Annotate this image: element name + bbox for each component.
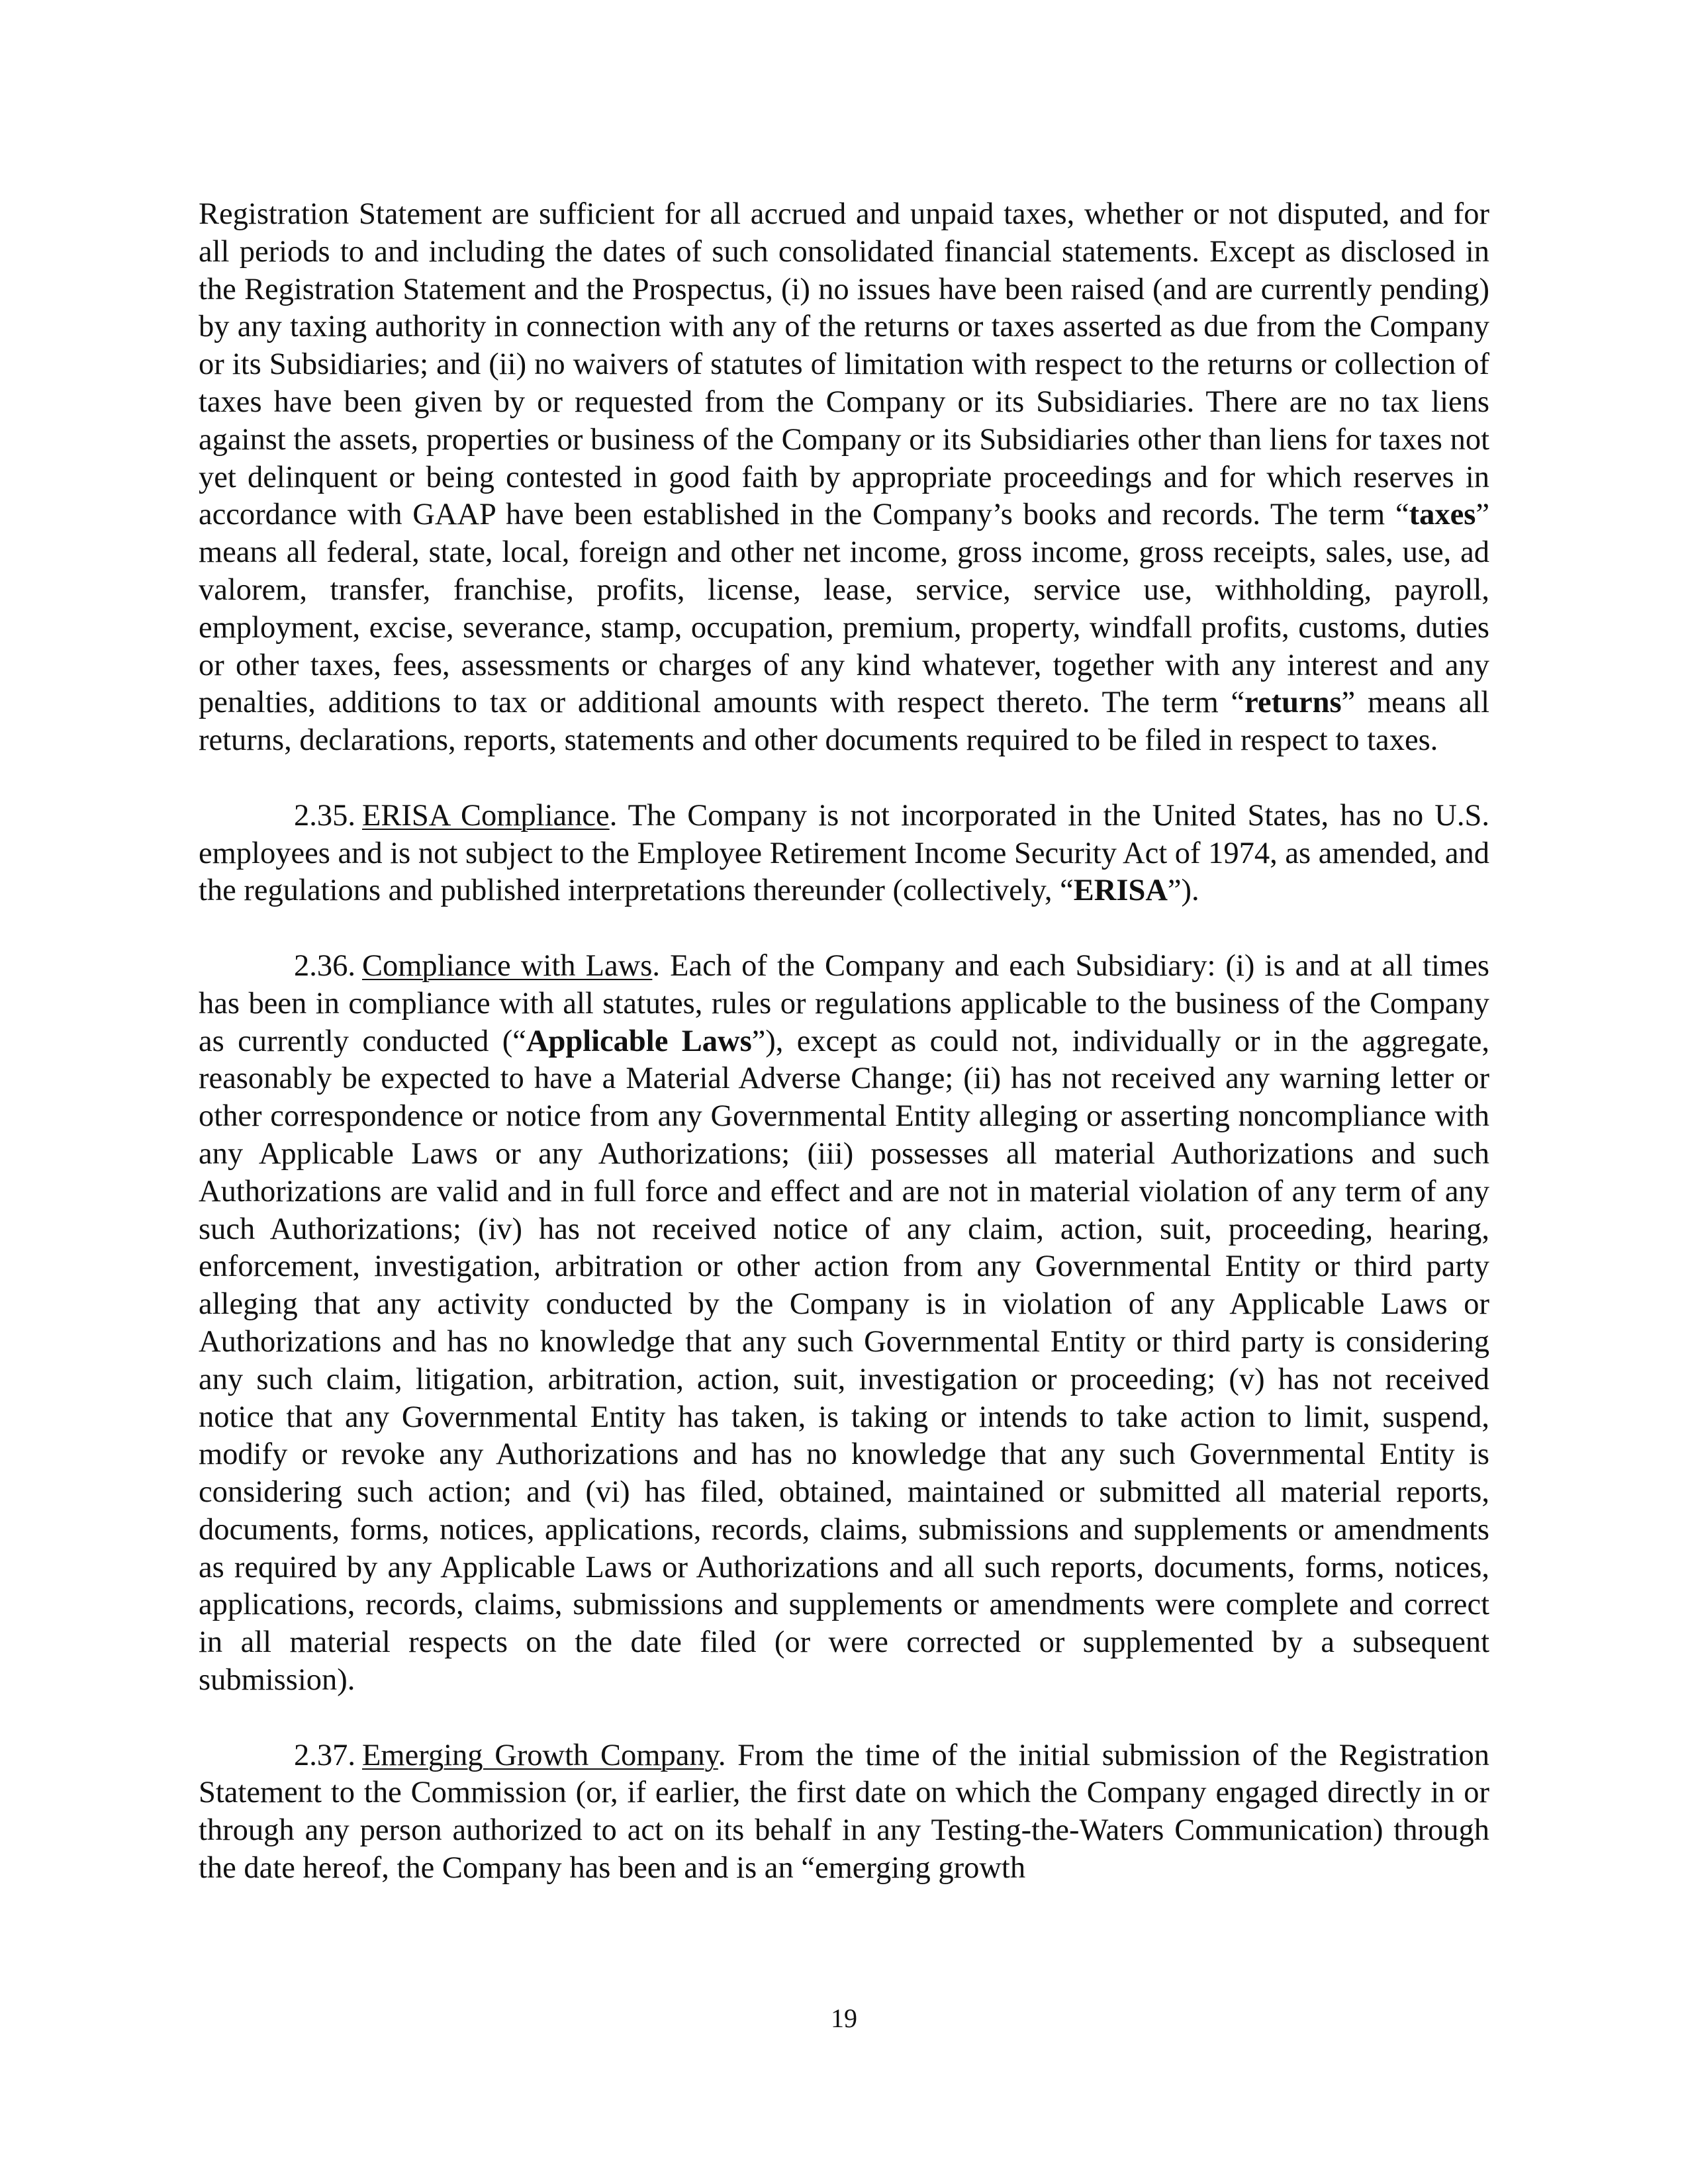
document-body [199, 196, 1489, 1888]
defined-term-erisa: ERISA [1073, 874, 1168, 908]
section-heading: Compliance with Laws [362, 948, 653, 983]
section-number: 2.36. [294, 948, 355, 983]
text: ” means all federal, state, local, foreign and other net income, gross income, gross receipts, sales, use, ad valorem, transfer, franchise, profits, license, lease, service, service use, withholding, payroll, employment, excise, severance, stamp, occupation, premium, property, windfall profits, customs, duties or other taxes, fees, assessments or charges of any kind whatever, together with any interest and any penalties, additions to tax or additional amounts with respect thereto. The term “ [199, 498, 1489, 720]
section-2-37 [199, 1737, 1489, 1888]
defined-term-returns: returns [1244, 686, 1342, 720]
section-2-35 [199, 797, 1489, 910]
section-2-36 [199, 948, 1489, 1700]
section-number: 2.35. [294, 798, 355, 833]
text: Registration Statement are sufficient for all accrued and unpaid taxes, whether or not disputed, and for all periods to and including the dates of such consolidated financial statements. Except as disclosed in the Registration Statement and the Prospectus, (i) no issues have been raised (and are currently pending) by any taxing authority in connection with any of the returns or taxes asserted as due from the Company or its Subsidiaries; and (ii) no waivers of statutes of limitation with respect to the returns or collection of taxes have been given by or requested from the Company or its Subsidiaries. There are no tax liens against the assets, properties or business of the Company or its Subsidiaries other than liens for taxes not yet delinquent or being contested in good faith by appropriate proceedings and for which reserves in accordance with GAAP have been established in the Company’s books and records. The term “ [199, 197, 1489, 532]
text: ”), except as could not, individually or in the aggregate, reasonably be expected to have a Material Adverse Change; (ii) has not received any warning letter or other correspondence or notice from any Governmental Entity alleging or asserting noncompliance with any Applicable Laws or any Authorizations; (iii) possesses all material Authorizations and such Authorizations are valid and in full force and effect and are not in material violation of any term of any such Authorizations; (iv) has not received notice of any claim, action, suit, proceeding, hearing, enforcement, investigation, arbitration or other action from any Governmental Entity or third party alleging that any activity conducted by the Company is in violation of any Applicable Laws or Authorizations and has no knowledge that any such Governmental Entity or third party is considering any such claim, litigation, arbitration, action, suit, investigation or proceeding; (v) has not received notice that any Governmental Entity has taken, is taking or intends to take action to limit, suspend, modify or revoke any Authorizations and has no knowledge that any such Governmental Entity is considering such action; and (vi) has filed, obtained, maintained or submitted all material reports, documents, forms, notices, applications, records, claims, submissions and supplements or amendments as required by any Applicable Laws or Authorizations and all such reports, documents, forms, notices, applications, records, claims, submissions and supplements or amendments were complete and correct in all material respects on the date filed (or were corrected or supplemented by a subsequent submission). [199, 1024, 1489, 1698]
text: . Each of the Company and each Subsidiary: (i) is and at all times has been in compliance with all statutes, rules or regulations applicable to the business of the Company as currently conducted (“ [199, 948, 1489, 1058]
text: ”). [1167, 874, 1199, 908]
text: ” means all returns, declarations, reports, statements and other documents required to be filed in respect to taxes. [199, 686, 1489, 758]
page-number: 19 [831, 2003, 857, 2033]
text: . From the time of the initial submission of the Registration Statement to the Commission (or, if earlier, the first date on which the Company engaged directly in or through any person authorized to act on its behalf in any Testing-the-Waters Communication) through the date hereof, the Company has been and is an “emerging growth [199, 1738, 1489, 1886]
text: . The Company is not incorporated in the United States, has no U.S. employees and is not subject to the Employee Retirement Income Security Act of 1974, as amended, and the regulations and published interpretations thereunder (collectively, “ [199, 798, 1489, 908]
section-heading: ERISA Compliance [362, 798, 610, 833]
section-number: 2.37. [294, 1738, 355, 1772]
section-heading: Emerging Growth Company [362, 1738, 718, 1772]
defined-term-applicable-laws: Applicable Laws [526, 1024, 752, 1058]
defined-term-taxes: taxes [1409, 498, 1476, 532]
paragraph-taxes-continued [199, 196, 1489, 760]
